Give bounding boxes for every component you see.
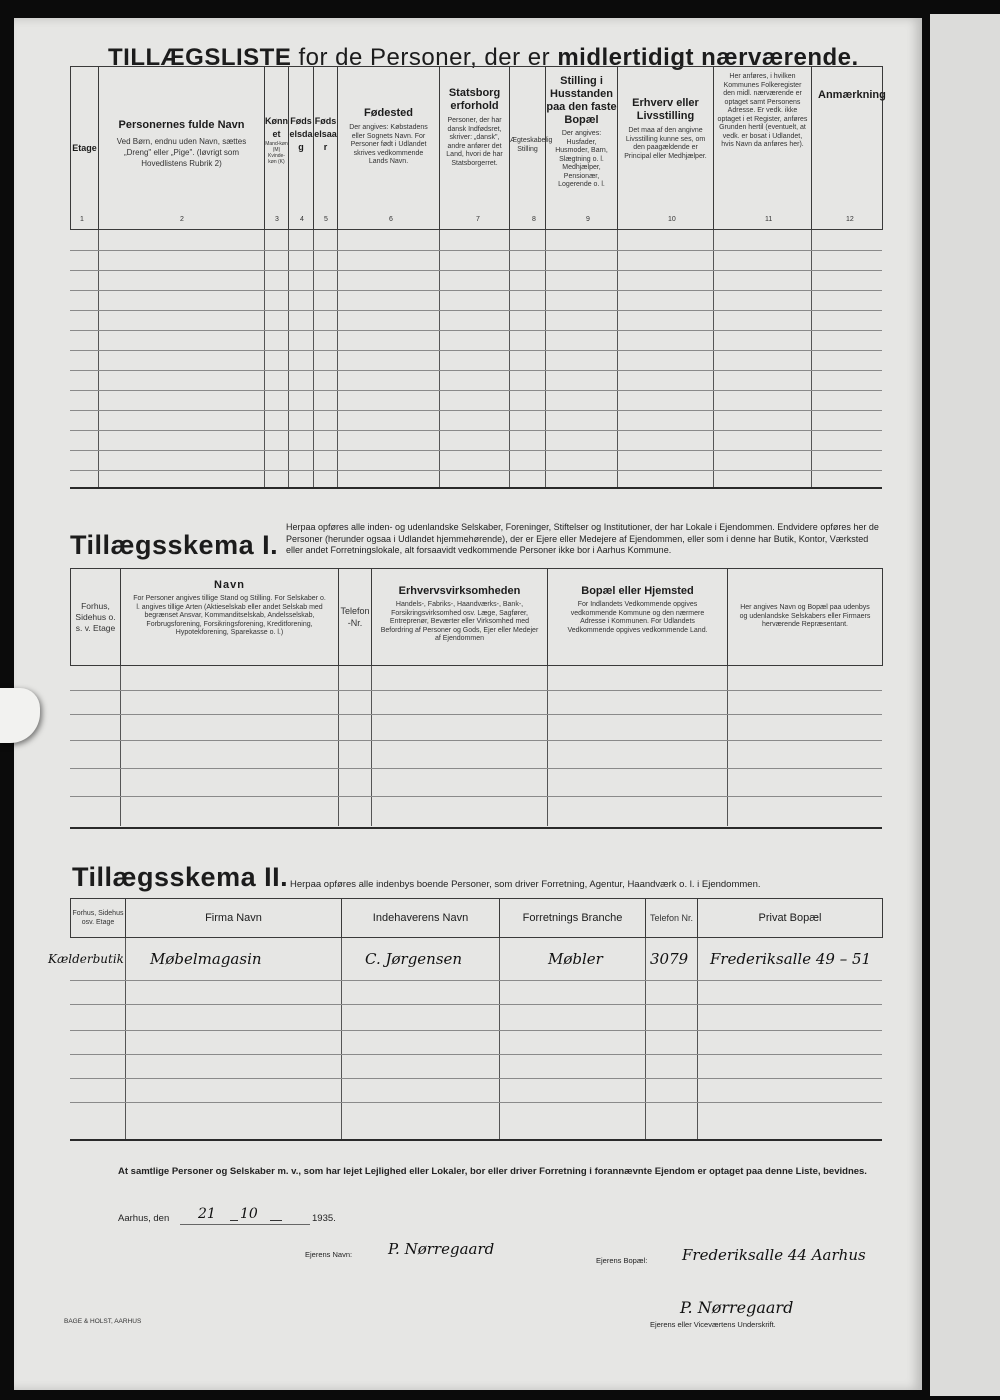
colnum-4: 4	[300, 216, 304, 223]
date-month: 10	[240, 1206, 258, 1222]
colnum-1: 1	[80, 216, 84, 223]
s1-col-representative: Her angives Navn og Bopæl paa udenbys og udenlandske Selskabers eller Firmaers herværende Repræsentant.	[728, 569, 883, 666]
date-place: Aarhus, den	[118, 1213, 170, 1224]
s2-col-owner: Indehaverens Navn	[342, 899, 500, 938]
printer-mark: BAGE & HOLST, AARHUS	[64, 1318, 142, 1325]
colnum-8: 8	[532, 216, 536, 223]
col-etage: Etage	[71, 67, 99, 230]
adjacent-page-edge	[930, 14, 1000, 1396]
s2-col-phone: Telefon Nr.	[646, 899, 698, 938]
entry-branch: Møbler	[548, 950, 603, 968]
col-household: Stilling i Husstanden paa den faste Bopæl Der angives: Husfader, Husmoder, Barn, Slægtning o. l. Medhjælper, Pensionær, Logerende o. l.	[546, 67, 618, 230]
title-mid: for de Personer, der er	[298, 44, 551, 71]
s1-col-name: Navn For Personer angives tillige Stand og Stilling. For Selskaber o. l. angives tillige Arten (Aktieselskab eller andet Selskab med begrænset Ansvar, Kommanditselskab, Andelsselskab, Forbrugsforening, Forsikringsforening, Kreditforening, Hypotekforening, Sparekasse o. l.)	[121, 569, 339, 666]
colnum-3: 3	[275, 216, 279, 223]
colnum-9: 9	[586, 216, 590, 223]
colnum-12: 12	[846, 216, 854, 223]
date-dash-2	[270, 1220, 282, 1221]
owner-address-label: Ejerens Bopæl:	[596, 1256, 648, 1265]
col-citizenship: Statsborgerforhold Personer, der har dansk Indfødsret, skriver: „dansk", andre anfører det Land, hvori de har Statsborgerret.	[440, 67, 510, 230]
skema1-header	[70, 568, 883, 666]
colnum-5: 5	[324, 216, 328, 223]
col-marital: Ægteskabelig Stilling	[510, 67, 546, 230]
entry-phone: 3079	[650, 950, 689, 968]
s1-col-business: Erhvervsvirksomheden Handels-, Fabriks-, Haandværks-, Bank-, Forsikringsvirksomhed osv. Læge, Sagfører, Entreprenør, Beværter eller Virksomhed med Befordring af Personer og Gods, Ejer eller Medejer af Ejendommen	[372, 569, 548, 666]
col-birthplace: Fødested Der angives: Købstadens eller Sognets Navn. For Personer født i Udlandet skrives vedkommende Lands Navn.	[338, 67, 440, 230]
title-bold: TILLÆGSLISTE	[108, 44, 292, 71]
s2-col-private-address: Privat Bopæl	[698, 899, 883, 938]
colnum-6: 6	[389, 216, 393, 223]
col-name: Personernes fulde Navn Ved Børn, endnu uden Navn, sættes „Dreng" eller „Pige". (Iøvrigt som Hovedlistens Rubrik 2)	[99, 67, 265, 230]
s1-col-residence: Bopæl eller Hjemsted For Indlandets Vedkommende opgives vedkommende Kommune og den nærmere Adresse i Kommunen. For Udlandets Vedkommende opgives vedkommende Land.	[548, 569, 728, 666]
colnum-2: 2	[180, 216, 184, 223]
entry-private-address: Frederiksalle 49 – 51	[710, 950, 872, 968]
date-day: 21	[198, 1206, 216, 1222]
owner-name-label: Ejerens Navn:	[305, 1250, 353, 1259]
signature: P. Nørregaard	[680, 1298, 794, 1317]
s2-col-etage: Forhus, Sidehus osv. Etage	[71, 899, 126, 938]
colnum-10: 10	[668, 216, 676, 223]
entry-firm: Møbelmagasin	[150, 950, 262, 968]
s1-col-etage: Forhus, Sidehus o. s. v. Etage	[71, 569, 121, 666]
s2-col-branch: Forretnings Branche	[500, 899, 646, 938]
skema1-intro: Herpaa opføres alle inden- og udenlandske Selskaber, Foreninger, Stiftelser og Institutioner, der har Lokale i Ejendommen. Endvidere opføres her de Personer (herunder ogsaa i Udlandet hjemmehørende), der er Ejere eller Medejere af Ejendommen, eller som i denne har Butik, Kontor, Værksted eller andet Forretningslokale, alt forsaavidt vedkommende Personer ikke bor i Aarhus Kommune.	[286, 522, 879, 555]
title-end: midlertidigt nærværende.	[557, 44, 859, 71]
skema2-header	[70, 898, 883, 938]
date-underline	[180, 1224, 310, 1225]
col-birthday: Fødselsdag	[289, 67, 314, 230]
col-birthyear: Fødselsaar	[314, 67, 338, 230]
date-year: 1935.	[312, 1213, 336, 1224]
s2-col-firm: Firma Navn	[126, 899, 342, 938]
colnum-7: 7	[476, 216, 480, 223]
signature-label: Ejerens eller Viceværtens Underskrift.	[650, 1320, 776, 1329]
owner-name: P. Nørregaard	[388, 1240, 495, 1258]
col-remarks: Anmærkning	[812, 67, 883, 230]
entry-owner: C. Jørgensen	[365, 950, 463, 968]
col-address: Her anføres, i hvilken Kommunes Folkeregister den midl. nærværende er optaget samt Personens Adresse. Er vedk. ikke optaget i et Register, anføres Grunden hertil (eventuelt, at vedk. er bosat i Udlandet, hvis Navn da anføres her).	[714, 67, 812, 230]
declaration: At samtlige Personer og Selskaber m. v., som har lejet Lejlighed eller Lokaler, bor eller driver Forretning i forannævnte Ejendom er optaget paa denne Liste, bevidnes.	[118, 1166, 867, 1177]
main-list-header	[70, 66, 886, 230]
colnum-11: 11	[765, 216, 773, 223]
entry-etage: Kælderbutik	[48, 952, 124, 966]
col-occupation: Erhverv eller Livsstilling Det maa af den angivne Livsstilling kunne ses, om den paagældende er Principal eller Medhjælper.	[618, 67, 714, 230]
s1-col-phone: Telefon-Nr.	[339, 569, 372, 666]
skema2-title: Tillægsskema II.	[72, 862, 289, 892]
owner-address: Frederiksalle 44 Aarhus	[682, 1246, 866, 1264]
col-gender: Kønnet Mand-køn (M) Kvinde-køn (K)	[265, 67, 289, 230]
skema2-intro: Herpaa opføres alle indenbys boende Personer, som driver Forretning, Agentur, Haandværk o. l. i Ejendommen.	[290, 879, 761, 890]
date-dash	[230, 1220, 238, 1221]
skema1-title: Tillægsskema I.	[70, 530, 279, 560]
